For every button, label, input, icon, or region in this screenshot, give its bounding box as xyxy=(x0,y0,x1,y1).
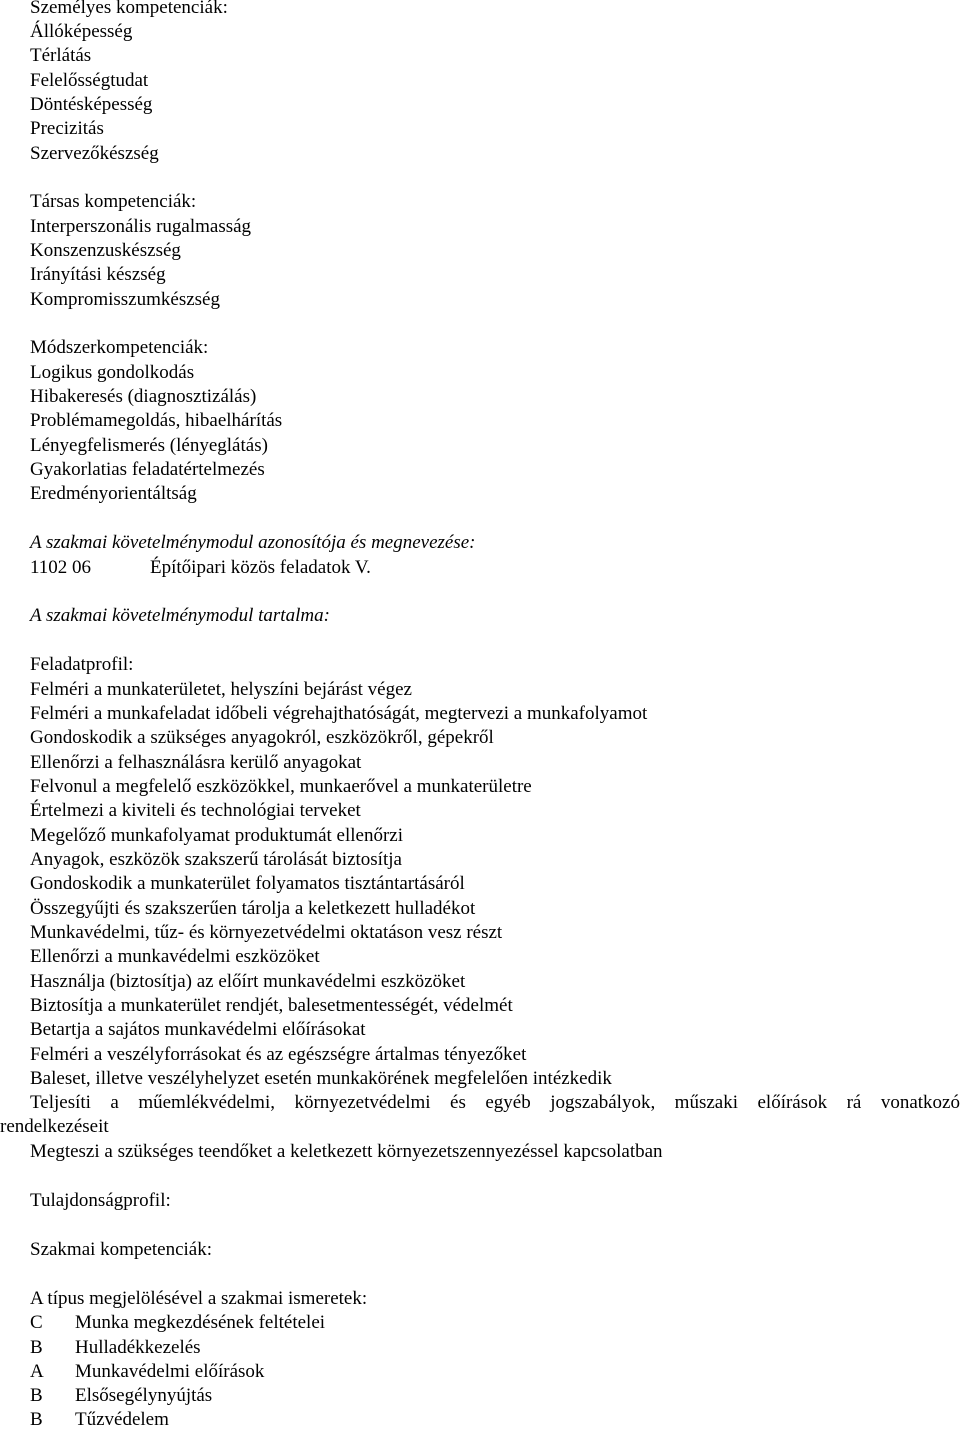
knowledge-type: B xyxy=(30,1409,43,1430)
module-code: 1102 06 xyxy=(30,557,92,578)
task-item: Gondoskodik a szükséges anyagokról, eszközökről, gépekről xyxy=(30,727,494,748)
knowledge-label: Hulladékkezelés xyxy=(75,1337,201,1358)
list-item: Kompromisszumkészség xyxy=(30,289,220,310)
list-item: Gyakorlatias feladatértelmezés xyxy=(30,459,265,480)
task-item: Felvonul a megfelelő eszközökkel, munkaerővel a munkaterületre xyxy=(30,776,532,797)
knowledge-item xyxy=(30,1385,212,1407)
knowledge-label: Munka megkezdésének feltételei xyxy=(75,1312,326,1333)
task-item: Anyagok, eszközök szakszerű tárolását biztosítja xyxy=(30,849,402,870)
knowledge-label: Elsősegélynyújtás xyxy=(75,1385,213,1406)
module-id-line xyxy=(30,557,371,579)
task-item: Biztosítja a munkaterület rendjét, balesetmentességét, védelmét xyxy=(30,995,513,1016)
knowledge-item xyxy=(30,1312,325,1334)
task-item: Munkavédelmi, tűz- és környezetvédelmi oktatáson vesz részt xyxy=(30,922,503,943)
list-item: Logikus gondolkodás xyxy=(30,362,195,383)
task-item: Ellenőrzi a felhasználásra kerülő anyagokat xyxy=(30,752,362,773)
list-item: Precizitás xyxy=(30,118,104,139)
knowledge-item xyxy=(30,1361,264,1383)
list-item: Lényegfelismerés (lényeglátás) xyxy=(30,435,268,456)
list-item: Konszenzuskészség xyxy=(30,240,181,261)
list-item: Hibakeresés (diagnosztizálás) xyxy=(30,386,257,407)
knowledge-heading: A típus megjelölésével a szakmai ismeretek: xyxy=(30,1288,368,1309)
list-item: Eredményorientáltság xyxy=(30,483,197,504)
knowledge-item xyxy=(30,1409,169,1431)
module-content-heading: A szakmai követelménymodul tartalma: xyxy=(30,605,330,626)
task-item-long xyxy=(30,1092,960,1114)
list-item: Irányítási készség xyxy=(30,264,166,285)
list-item: Térlátás xyxy=(30,45,92,66)
list-item: Döntésképesség xyxy=(30,94,153,115)
task-item: Ellenőrzi a munkavédelmi eszközöket xyxy=(30,946,320,967)
knowledge-label: Tűzvédelem xyxy=(75,1409,169,1430)
professional-competencies-heading: Szakmai kompetenciák: xyxy=(30,1239,213,1260)
task-profile-heading: Feladatprofil: xyxy=(30,654,134,675)
knowledge-type: C xyxy=(30,1312,43,1333)
task-item: Megelőző munkafolyamat produktumát ellenőrzi xyxy=(30,825,404,846)
method-competencies-heading: Módszerkompetenciák: xyxy=(30,337,209,358)
property-profile-heading: Tulajdonságprofil: xyxy=(30,1190,171,1211)
task-item: Használja (biztosítja) az előírt munkavédelmi eszközöket xyxy=(30,971,466,992)
task-item: Felméri a munkafeladat időbeli végrehajthatóságát, megtervezi a munkafolyamot xyxy=(30,703,648,724)
task-item: Baleset, illetve veszélyhelyzet esetén munkakörének megfelelően intézkedik xyxy=(30,1068,612,1089)
task-item: Értelmezi a kiviteli és technológiai terveket xyxy=(30,800,361,821)
task-item: Összegyűjti és szakszerűen tárolja a keletkezett hulladékot xyxy=(30,898,476,919)
task-item-long-line2: rendelkezéseit xyxy=(0,1116,109,1137)
knowledge-type: B xyxy=(30,1385,43,1406)
module-id-heading: A szakmai követelménymodul azonosítója és megnevezése: xyxy=(30,532,476,553)
knowledge-type: B xyxy=(30,1337,43,1358)
list-item: Interperszonális rugalmasság xyxy=(30,216,252,237)
knowledge-label: Munkavédelmi előírások xyxy=(75,1361,265,1382)
personal-competencies-heading: Személyes kompetenciák: xyxy=(30,0,228,18)
list-item: Felelősségtudat xyxy=(30,70,149,91)
list-item: Problémamegoldás, hibaelhárítás xyxy=(30,410,283,431)
social-competencies-heading: Társas kompetenciák: xyxy=(30,191,197,212)
knowledge-type: A xyxy=(30,1361,44,1382)
task-item-long-line1: Teljesíti a műemlékvédelmi, környezetvédelmi és egyéb jogszabályok, műszaki előírások rá vonatkozó xyxy=(30,1092,960,1113)
task-item: Betartja a sajátos munkavédelmi előírásokat xyxy=(30,1019,366,1040)
list-item: Szervezőkészség xyxy=(30,143,159,164)
list-item: Állóképesség xyxy=(30,21,133,42)
module-name: Építőipari közös feladatok V. xyxy=(150,557,371,578)
task-item: Felméri a munkaterületet, helyszíni bejárást végez xyxy=(30,679,412,700)
task-item: Gondoskodik a munkaterület folyamatos tisztántartásáról xyxy=(30,873,465,894)
task-item: Megteszi a szükséges teendőket a keletkezett környezetszennyezéssel kapcsolatban xyxy=(30,1141,663,1162)
knowledge-item xyxy=(30,1337,201,1359)
task-item: Felméri a veszélyforrásokat és az egészségre ártalmas tényezőket xyxy=(30,1044,527,1065)
